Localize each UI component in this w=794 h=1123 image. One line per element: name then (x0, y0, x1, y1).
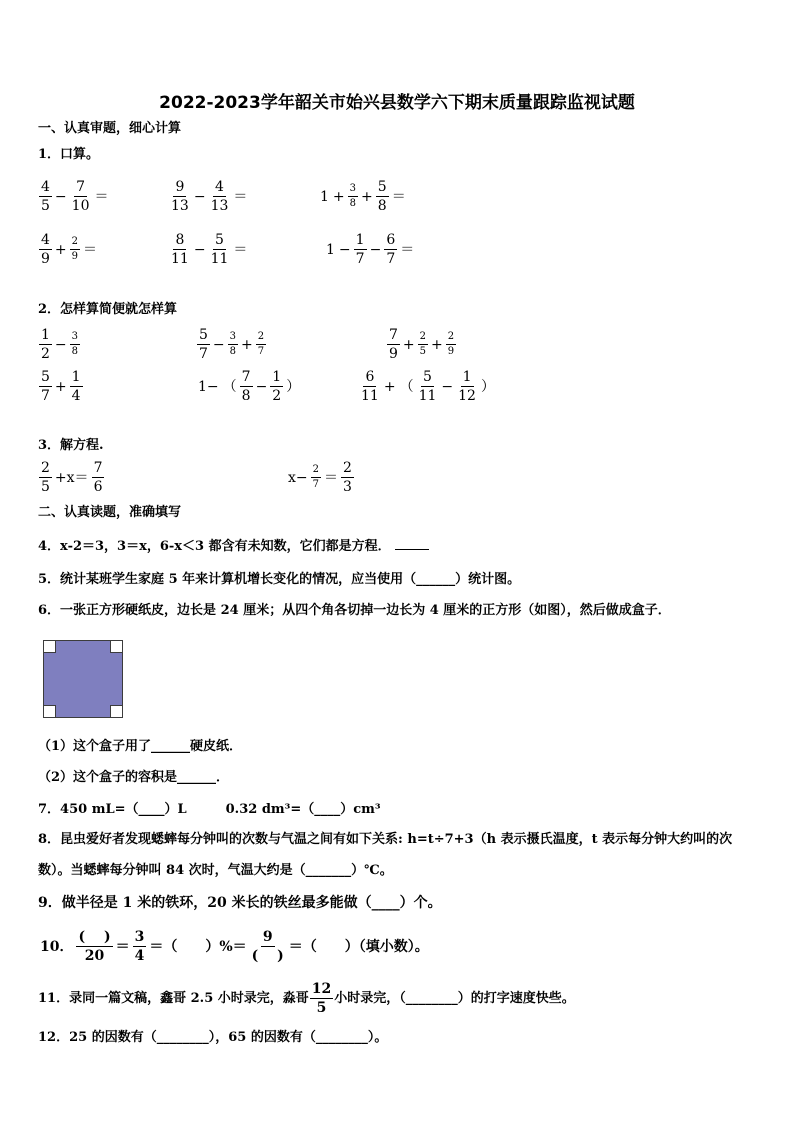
q1-expression-2: $\frac{9}{13}$ − $\frac{4}{13}$ ＝ (171, 179, 248, 214)
q2-expression-1: $\frac{1}{2}$ − $\frac{3}{8}$ (41, 327, 79, 362)
q2-expression-5: 1− （ $\frac{7}{8}$ − $\frac{1}{2}$ ） (198, 369, 301, 404)
section-heading-2: 二、认真读题，准确填写 (38, 505, 182, 520)
q1-expression-3: 1 + $\frac{3}{8}$ + $\frac{5}{8}$ ＝ (320, 179, 406, 214)
question-1-label: 1．口算。 (38, 147, 100, 162)
question-6-part-1: （1）这个盒子用了______硬皮纸． (38, 739, 243, 754)
page-title: 2022-2023学年韶关市始兴县数学六下期末质量跟踪监视试题 (159, 93, 635, 113)
question-8-line-1: 8．昆虫爱好者发现蟋蟀每分钟叫的次数与气温之间有如下关系: h=t÷7+3（h 表示摄氏温度，t 表示每分钟大约叫的次 (38, 832, 733, 847)
q1-expression-1: $\frac{4}{5}$ − $\frac{7}{10}$ ＝ (41, 179, 109, 214)
section-heading-1: 一、认真审题，细心计算 (38, 121, 182, 136)
square-cardboard-figure (43, 640, 123, 718)
q1-expression-5: $\frac{8}{11}$ − $\frac{5}{11}$ ＝ (171, 232, 248, 267)
question-12: 12．25 的因数有（________），65 的因数有（________）。 (38, 1030, 388, 1045)
question-6: 6．一张正方形硬纸皮，边长是 24 厘米；从四个角各切掉一边长为 4 厘米的正方形（如图），然后做成盒子． (38, 603, 671, 618)
answer-blank[interactable] (395, 537, 429, 550)
question-8-line-2: 数）。当蟋蟀每分钟叫 84 次时，气温大约是（_______）℃。 (38, 863, 393, 878)
q2-expression-6: $\frac{6}{11}$ + （ $\frac{5}{11}$ − $\frac{1}{12}$ ） (361, 369, 495, 404)
question-7: 7．450 mL=（____）L 0.32 dm³=（____）cm³ (38, 802, 381, 817)
q1-expression-4: $\frac{4}{9}$ + $\frac{2}{9}$ ＝ (41, 232, 98, 267)
q2-expression-3: $\frac{7}{9}$ + $\frac{2}{5}$ + $\frac{2}{9}$ (389, 327, 455, 362)
question-6-part-2: （2）这个盒子的容积是______． (38, 770, 230, 785)
question-5: 5．统计某班学生家庭 5 年来计算机增长变化的情况，应当使用（______）统计图。 (38, 572, 521, 587)
question-3-label: 3．解方程. (38, 438, 104, 453)
cut-corner-top-left (43, 640, 56, 653)
q3-equation-2: x− $\frac{2}{7}$ ＝ $\frac{2}{3}$ (288, 460, 352, 495)
cut-corner-top-right (110, 640, 123, 653)
q2-expression-2: $\frac{5}{7}$ − $\frac{3}{8}$ + $\frac{2}{7}$ (199, 327, 265, 362)
question-2-label: 2．怎样算简便就怎样算 (38, 302, 178, 317)
cut-corner-bottom-left (43, 705, 56, 718)
cut-corner-bottom-right (110, 705, 123, 718)
q3-equation-1: $\frac{2}{5}$ +x＝ $\frac{7}{6}$ (41, 460, 103, 495)
question-4: 4．x-2＝3，3＝x，6-x＜3 都含有未知数，它们都是方程． (38, 537, 429, 555)
question-11: 11．录同一篇文稿，鑫哥 2.5 小时录完，淼哥 $\frac{12}{5}$ 小时录完，（________）的打字速度快些。 (38, 981, 575, 1016)
question-10: 10． $\frac{( )}{20}$ ＝ $\frac{3}{4}$ ＝（ ）%＝ $\frac{9}{( )}$ ＝（ ）（填小数）。 (40, 929, 429, 964)
question-9: 9．做半径是 1 米的铁环，20 米长的铁丝最多能做（____）个。 (38, 895, 442, 911)
q2-expression-4: $\frac{5}{7}$ + $\frac{1}{4}$ (41, 369, 81, 404)
q1-expression-6: 1 − $\frac{1}{7}$ − $\frac{6}{7}$ ＝ (326, 232, 415, 267)
